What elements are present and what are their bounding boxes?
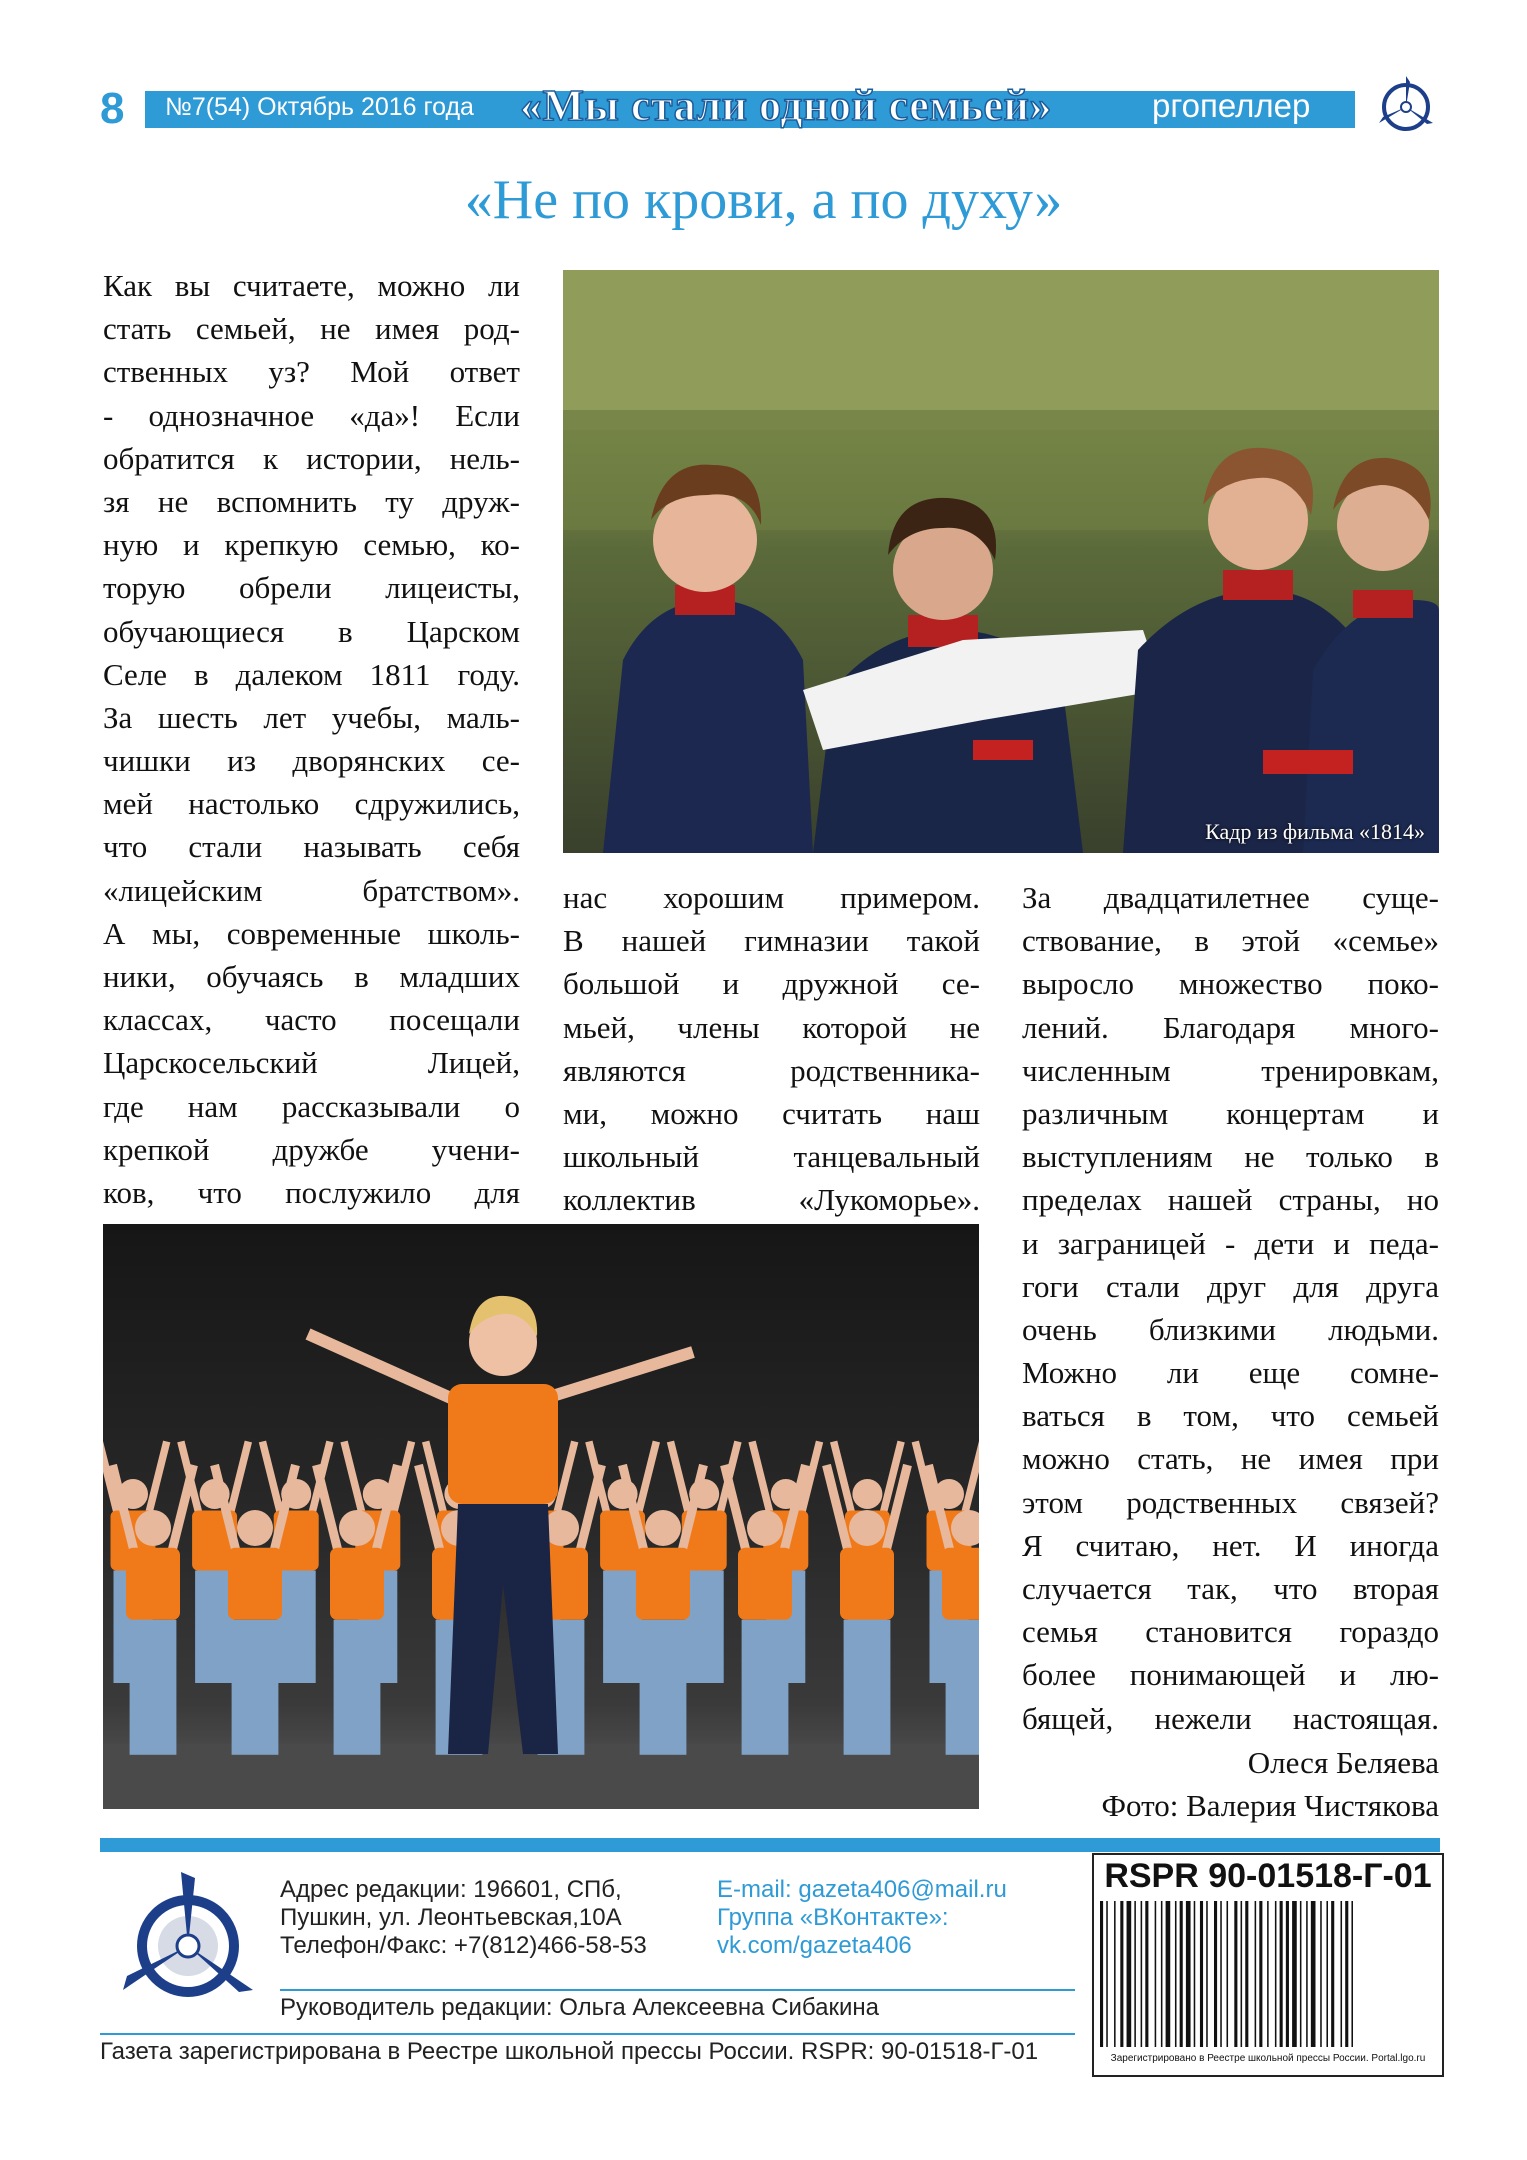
text-line: выросло множество поко- xyxy=(1022,966,1439,1002)
email-link[interactable]: E-mail: gazeta406@mail.ru xyxy=(717,1876,1007,1903)
barcode-number: RSPR 90-01518-Г-01 xyxy=(1104,1857,1432,1895)
text-line: ми, можно считать наш xyxy=(563,1095,980,1131)
text-line: За шесть лет учебы, маль- xyxy=(103,699,520,735)
text-line: и заграницей - дети и педа- xyxy=(1022,1225,1439,1261)
propeller-logo-icon xyxy=(1373,74,1439,140)
text-line: Царскосельский Лицей, xyxy=(103,1045,520,1081)
text-line: ваться в том, что семьей xyxy=(1022,1398,1439,1434)
text-line: более понимающей и лю- xyxy=(1022,1657,1439,1693)
text-line: Я считаю, нет. И иногда xyxy=(1022,1527,1439,1563)
text-line: обучающиеся в Царском xyxy=(103,613,520,649)
vk-group-label: Группа «ВКонтакте»: xyxy=(717,1904,949,1931)
text-line: В нашей гимназии такой xyxy=(563,923,980,959)
text-line: ственных уз? Мой ответ xyxy=(103,354,520,390)
editorial-contacts xyxy=(717,1876,1007,1960)
text-line: нас хорошим примером. xyxy=(563,880,980,915)
text-line: пределах нашей страны, но xyxy=(1022,1182,1439,1218)
text-line: стать семьей, не имея род- xyxy=(103,311,520,347)
text-line: различным концертам и xyxy=(1022,1095,1439,1131)
article-column-2 xyxy=(563,876,980,1222)
text-line: что стали называть себя xyxy=(103,829,520,865)
text-line: гоги стали друг для друга xyxy=(1022,1268,1439,1304)
article-column-3 xyxy=(1022,876,1439,1740)
page-number: 8 xyxy=(100,84,125,133)
text-line: ники, обучаясь в младших xyxy=(103,959,520,994)
lyceum-students-illustration xyxy=(563,270,1439,853)
barcode-icon xyxy=(1100,1901,1436,2047)
text-line: очень близкими людьми. xyxy=(1022,1311,1439,1347)
text-line: выступлениям не только в xyxy=(1022,1139,1439,1175)
text-line: За двадцатилетнее суще- xyxy=(1022,880,1439,915)
text-line: зя не вспомнить ту друж- xyxy=(103,483,520,519)
article-title: «Не по крови, а по духу» xyxy=(464,169,1063,231)
text-line: этом родственных связей? xyxy=(1022,1484,1439,1520)
text-line: можно стать, не имея при xyxy=(1022,1441,1439,1477)
issue-label: №7(54) Октябрь 2016 года xyxy=(165,93,474,121)
text-line: крепкой дружбе учени- xyxy=(103,1131,520,1167)
text-line: «лицейским братством». xyxy=(103,872,520,908)
address-line: Пушкин, ул. Леонтьевская,10А xyxy=(280,1904,622,1931)
photo-dance-group xyxy=(103,1224,979,1809)
text-line: большой и дружной се- xyxy=(563,966,980,1002)
photo-caption: Кадр из фильма «1814» xyxy=(1205,819,1425,844)
text-line: чишки из дворянских се- xyxy=(103,743,520,779)
editorial-address xyxy=(280,1876,647,1960)
text-line: семья становится гораздо xyxy=(1022,1614,1439,1650)
text-line: ков, что послужило для xyxy=(103,1174,520,1210)
footer-divider xyxy=(280,1989,1075,1991)
text-line: Селе в далеком 1811 году. xyxy=(103,656,520,692)
barcode-box xyxy=(1092,1853,1444,2077)
text-line: обратится к истории, нель- xyxy=(103,440,520,476)
text-line: мьей, члены которой не xyxy=(563,1009,980,1045)
text-line: численным тренировкам, xyxy=(1022,1052,1439,1088)
text-line: школьный танцевальный xyxy=(563,1139,980,1175)
footer-bar xyxy=(100,1838,1440,1852)
text-line: являются родственника- xyxy=(563,1052,980,1088)
text-line: ную и крепкую семью, ко- xyxy=(103,527,520,563)
text-line: лений. Благодаря много- xyxy=(1022,1009,1439,1045)
barcode-note: Зарегистрировано в Реестре школьной прессы России. Portal.lgo.ru xyxy=(1110,2053,1426,2064)
author-signature: Олеся Беляева xyxy=(1247,1745,1439,1780)
text-line: бящей, нежели настоящая. xyxy=(1022,1700,1439,1736)
dance-ensemble-illustration xyxy=(103,1224,979,1809)
text-line: коллектив «Лукоморье». xyxy=(563,1182,980,1218)
photo-credit: Фото: Валерия Чистякова xyxy=(1101,1788,1439,1823)
vk-link[interactable]: vk.com/gazeta406 xyxy=(717,1932,912,1959)
footer-divider xyxy=(100,2033,1075,2035)
text-line: Как вы считаете, можно ли xyxy=(103,268,520,303)
text-line: А мы, современные школь- xyxy=(103,915,520,951)
text-line: - однозначное «да»! Если xyxy=(103,397,520,433)
text-line: классах, часто посещали xyxy=(103,1002,520,1038)
phone-line: Телефон/Факс: +7(812)466-58-53 xyxy=(280,1932,647,1959)
address-line: Адрес редакции: 196601, СПб, xyxy=(280,1876,622,1903)
registration-note: Газета зарегистрирована в Реестре школьной прессы России. RSPR: 90-01518-Г-01 xyxy=(100,2038,1039,2065)
text-line: случается так, что вторая xyxy=(1022,1571,1439,1606)
text-line: ствование, в этой «семье» xyxy=(1022,923,1439,959)
article-column-1 xyxy=(103,264,520,1214)
newspaper-brand: ргопеллер xyxy=(1152,87,1311,124)
rubric-title: «Мы стали одной семьей» xyxy=(520,81,1052,130)
text-line: мей настолько сдружились, xyxy=(103,786,520,822)
text-line: где нам рассказывали о xyxy=(103,1088,520,1124)
photo-film-still xyxy=(563,270,1439,853)
text-line: торую обрели лицеисты, xyxy=(103,570,520,606)
text-line: Можно ли еще сомне- xyxy=(1022,1355,1439,1391)
propeller-logo-icon xyxy=(113,1868,263,2018)
editor-in-chief: Руководитель редакции: Ольга Алексеевна Сибакина xyxy=(280,1994,879,2021)
